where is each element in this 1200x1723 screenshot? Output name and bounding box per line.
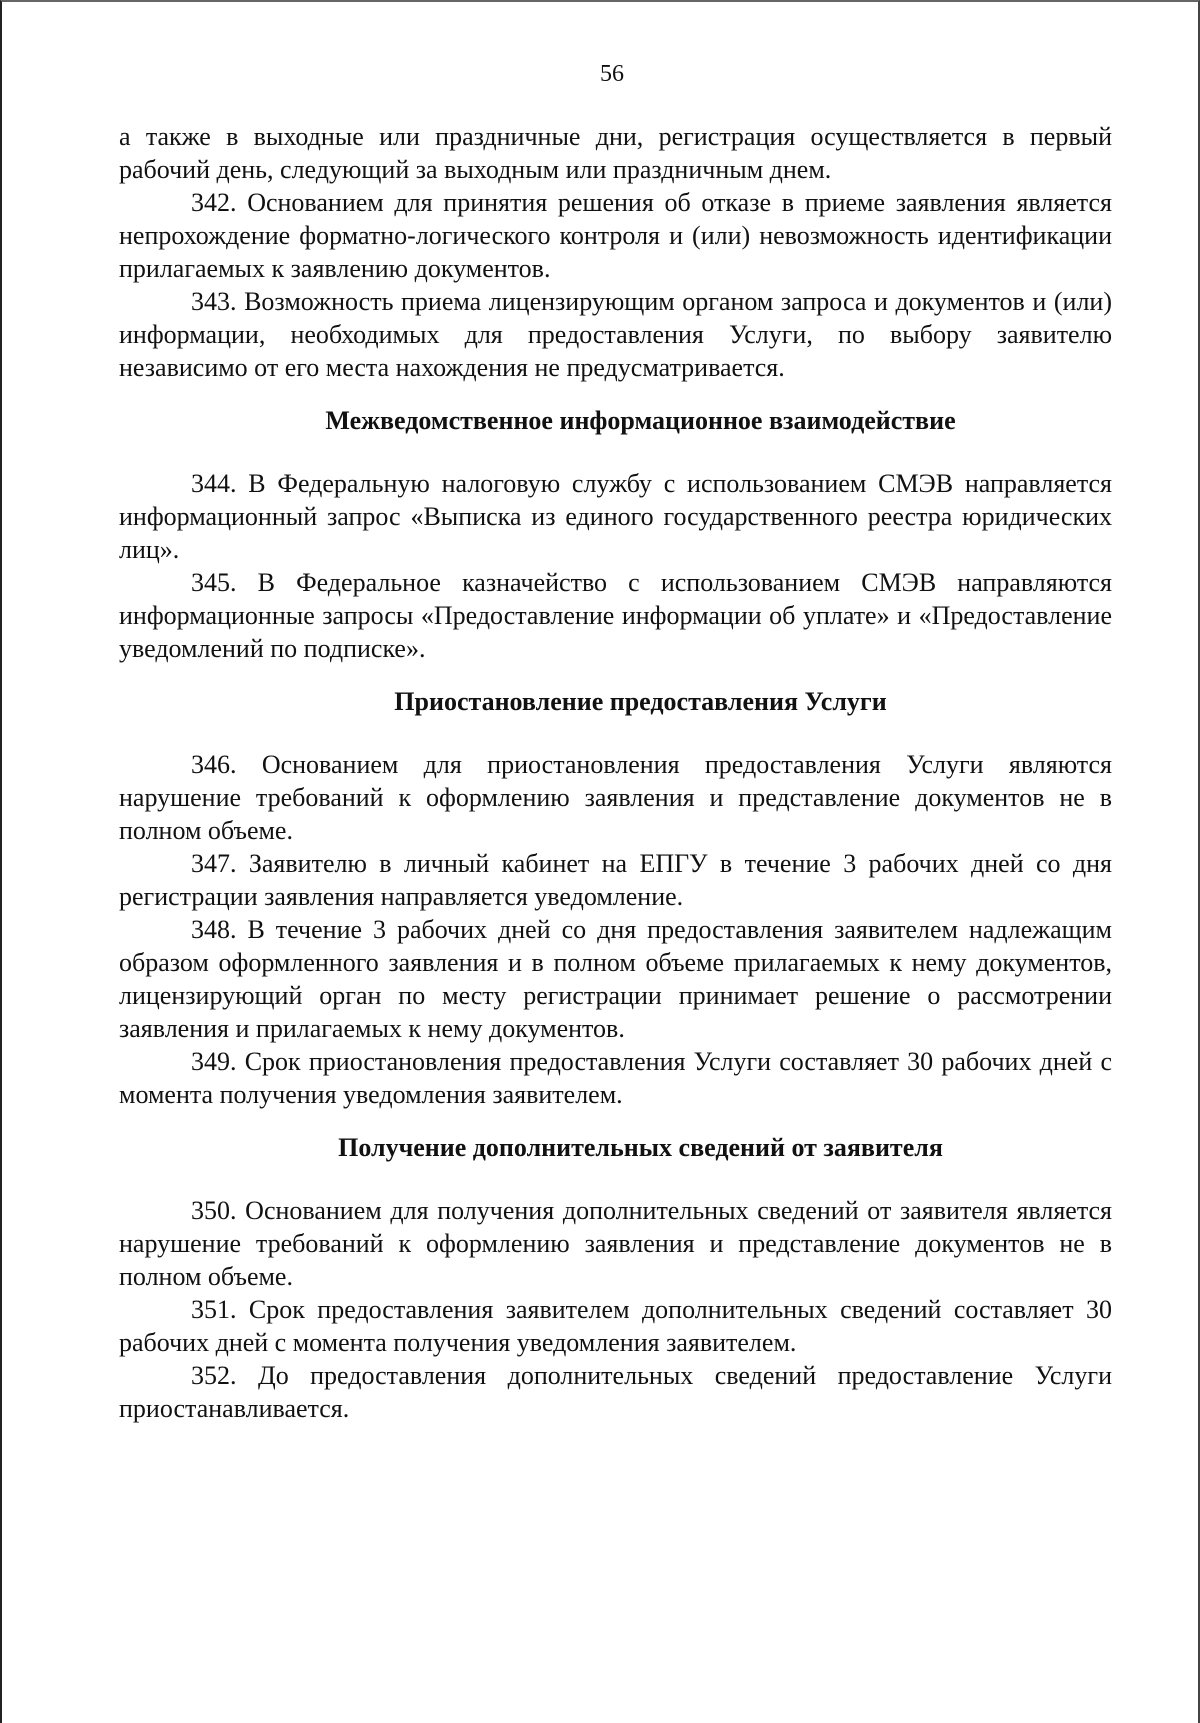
- paragraph-343: 343. Возможность приема лицензирующим органом запроса и документов и (или) информации, необходимых для предоставления Услуги, по выбору заявителю независимо от его места нахождения не предусматривается.: [119, 287, 1112, 382]
- section-heading-additional-info: Получение дополнительных сведений от заявителя: [338, 1133, 943, 1162]
- page-number: 56: [600, 61, 624, 87]
- paragraph-349: 349. Срок приостановления предоставления Услуги составляет 30 рабочих дней с момента получения уведомления заявителем.: [119, 1047, 1112, 1109]
- section-heading-suspension: Приостановление предоставления Услуги: [394, 687, 887, 716]
- paragraph-342: 342. Основанием для принятия решения об отказе в приеме заявления является непрохождение форматно-логического контроля и (или) невозможность идентификации прилагаемых к заявлению документов.: [119, 188, 1112, 283]
- paragraph-346: 346. Основанием для приостановления предоставления Услуги являются нарушение требований к оформлению заявления и представление документов не в полном объеме.: [119, 750, 1112, 845]
- paragraph-347: 347. Заявителю в личный кабинет на ЕПГУ в течение 3 рабочих дней со дня регистрации заявления направляется уведомление.: [119, 849, 1112, 911]
- paragraph-344: 344. В Федеральную налоговую службу с использованием СМЭВ направляется информационный запрос «Выписка из единого государственного реестра юридических лиц».: [119, 469, 1112, 564]
- paragraph-348: 348. В течение 3 рабочих дней со дня предоставления заявителем надлежащим образом оформленного заявления и в полном объеме прилагаемых к нему документов, лицензирующий орган по месту регистрации принимает решение о рассмотрении заявления и прилагаемых к нему документов.: [119, 915, 1112, 1043]
- paragraph-345: 345. В Федеральное казначейство с использованием СМЭВ направляются информационные запросы «Предоставление информации об уплате» и «Предоставление уведомлений по подписке».: [119, 568, 1112, 663]
- document-body: [119, 120, 1112, 1425]
- paragraph-350: 350. Основанием для получения дополнительных сведений от заявителя является нарушение требований к оформлению заявления и представление документов не в полном объеме.: [119, 1196, 1112, 1291]
- section-heading-interagency: Межведомственное информационное взаимодействие: [325, 406, 956, 435]
- paragraph-351: 351. Срок предоставления заявителем дополнительных сведений составляет 30 рабочих дней с момента получения уведомления заявителем.: [119, 1295, 1112, 1357]
- paragraph-continuation: а также в выходные или праздничные дни, регистрация осуществляется в первый рабочий день, следующий за выходным или праздничным днем.: [119, 122, 1112, 184]
- paragraph-352: 352. До предоставления дополнительных сведений предоставление Услуги приостанавливается.: [119, 1361, 1112, 1423]
